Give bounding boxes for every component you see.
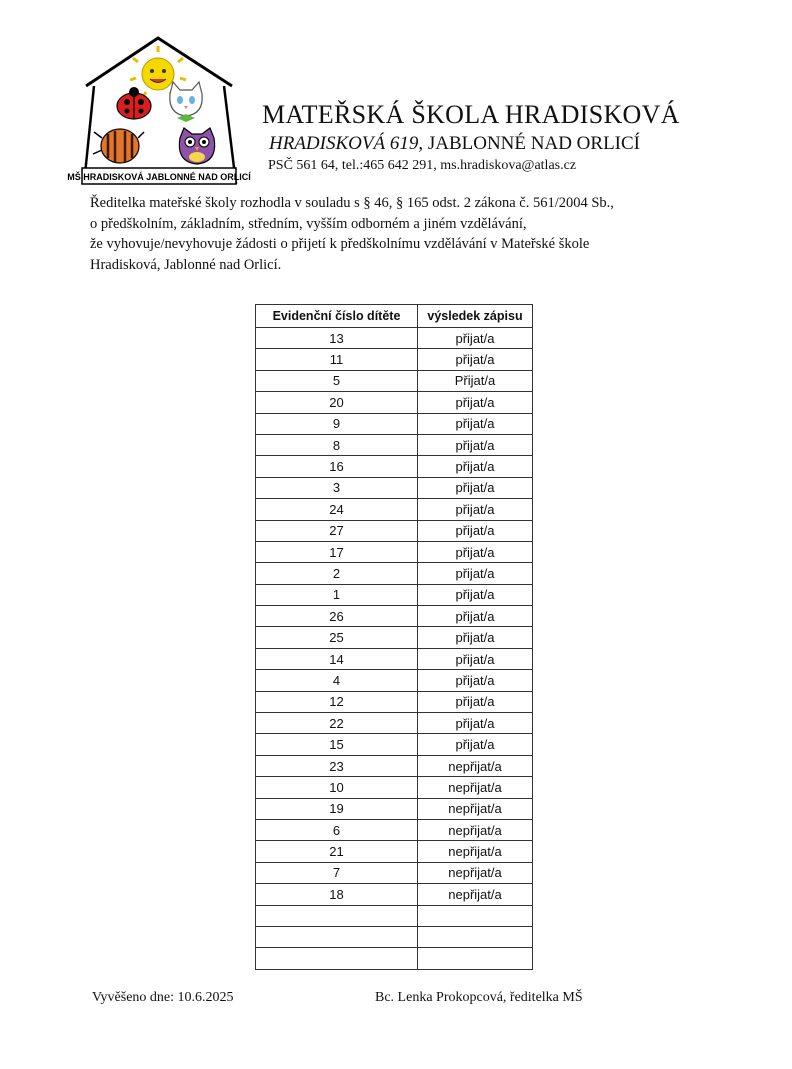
table-row — [256, 713, 533, 734]
child-number-cell — [256, 905, 418, 926]
decision-line: že vyhovuje/nevyhovuje žádosti o přijetí k předškolnímu vzdělávání v Mateřské škole — [90, 236, 590, 252]
child-number-cell: 5 — [256, 370, 418, 391]
table-row — [256, 819, 533, 840]
table-row — [256, 477, 533, 498]
table-row — [256, 541, 533, 562]
child-number-cell: 10 — [256, 777, 418, 798]
child-number-cell: 1 — [256, 584, 418, 605]
child-number-cell: 20 — [256, 392, 418, 413]
result-cell: přijat/a — [418, 670, 533, 691]
child-number-cell: 7 — [256, 862, 418, 883]
child-number-cell — [256, 926, 418, 947]
result-cell: nepřijat/a — [418, 819, 533, 840]
result-cell: nepřijat/a — [418, 841, 533, 862]
result-cell: přijat/a — [418, 456, 533, 477]
result-cell — [418, 905, 533, 926]
table-row — [256, 370, 533, 391]
table-row — [256, 456, 533, 477]
child-number-cell: 15 — [256, 734, 418, 755]
school-city: , JABLONNÉ NAD ORLICÍ — [418, 133, 640, 154]
child-number-cell — [256, 948, 418, 969]
child-number-cell: 18 — [256, 884, 418, 905]
child-number-cell: 6 — [256, 819, 418, 840]
table-row — [256, 691, 533, 712]
result-cell: přijat/a — [418, 584, 533, 605]
school-logo — [67, 34, 251, 186]
results-table — [255, 304, 533, 970]
table-row — [256, 755, 533, 776]
header-result: výsledek zápisu — [418, 305, 533, 328]
table-row — [256, 563, 533, 584]
child-number-cell: 11 — [256, 349, 418, 370]
result-cell: přijat/a — [418, 713, 533, 734]
decision-line: Hradisková, Jablonné nad Orlicí. — [90, 256, 282, 273]
child-number-cell: 12 — [256, 691, 418, 712]
school-address — [269, 133, 640, 155]
child-number-cell: 25 — [256, 627, 418, 648]
result-cell: přijat/a — [418, 606, 533, 627]
result-cell: přijat/a — [418, 627, 533, 648]
child-number-cell: 24 — [256, 499, 418, 520]
ladybug-icon — [117, 87, 151, 119]
table-row — [256, 499, 533, 520]
table-row — [256, 841, 533, 862]
table-row — [256, 948, 533, 969]
table-row — [256, 413, 533, 434]
result-cell: přijat/a — [418, 349, 533, 370]
result-cell: přijat/a — [418, 499, 533, 520]
result-cell — [418, 926, 533, 947]
logo-caption: MŠ HRADISKOVÁ JABLONNÉ NAD ORLICÍ — [67, 172, 251, 182]
child-number-cell: 17 — [256, 541, 418, 562]
child-number-cell: 14 — [256, 648, 418, 669]
child-number-cell: 22 — [256, 713, 418, 734]
result-cell: přijat/a — [418, 392, 533, 413]
result-cell: přijat/a — [418, 541, 533, 562]
child-number-cell: 19 — [256, 798, 418, 819]
table-row — [256, 349, 533, 370]
child-number-cell: 3 — [256, 477, 418, 498]
child-number-cell: 4 — [256, 670, 418, 691]
result-cell: přijat/a — [418, 648, 533, 669]
result-cell: přijat/a — [418, 434, 533, 455]
table-row — [256, 798, 533, 819]
signature: Bc. Lenka Prokopcová, ředitelka MŠ — [375, 990, 583, 1005]
table-row — [256, 648, 533, 669]
result-cell: přijat/a — [418, 691, 533, 712]
child-number-cell: 23 — [256, 755, 418, 776]
school-name: MATEŘSKÁ ŠKOLA HRADISKOVÁ — [262, 100, 680, 129]
table-row — [256, 905, 533, 926]
result-cell: nepřijat/a — [418, 798, 533, 819]
table-row — [256, 606, 533, 627]
table-row — [256, 627, 533, 648]
child-number-cell: 21 — [256, 841, 418, 862]
child-number-cell: 9 — [256, 413, 418, 434]
table-row — [256, 328, 533, 349]
result-cell: nepřijat/a — [418, 777, 533, 798]
cat-icon — [170, 82, 202, 122]
posted-date: Vyvěšeno dne: 10.6.2025 — [92, 990, 234, 1005]
result-cell: přijat/a — [418, 477, 533, 498]
table-header-row — [256, 305, 533, 328]
table-row — [256, 862, 533, 883]
result-cell: nepřijat/a — [418, 884, 533, 905]
table-row — [256, 520, 533, 541]
school-contact: PSČ 561 64, tel.:465 642 291, ms.hradiskova@atlas.cz — [268, 158, 577, 173]
table-row — [256, 734, 533, 755]
child-number-cell: 27 — [256, 520, 418, 541]
beetle-icon — [93, 129, 144, 163]
table-row — [256, 884, 533, 905]
result-cell: přijat/a — [418, 734, 533, 755]
result-cell: přijat/a — [418, 413, 533, 434]
school-street: HRADISKOVÁ 619 — [269, 133, 419, 154]
decision-line: Ředitelka mateřské školy rozhodla v souladu s § 46, § 165 odst. 2 zákona č. 561/2004 Sb., — [90, 195, 614, 211]
table-row — [256, 584, 533, 605]
child-number-cell: 8 — [256, 434, 418, 455]
decision-text — [90, 193, 690, 275]
header-child-number: Evidenční číslo dítěte — [256, 305, 418, 328]
result-cell: přijat/a — [418, 328, 533, 349]
owl-icon — [179, 128, 214, 164]
table-row — [256, 926, 533, 947]
table-row — [256, 777, 533, 798]
table-row — [256, 670, 533, 691]
result-cell — [418, 948, 533, 969]
result-cell: Přijat/a — [418, 370, 533, 391]
child-number-cell: 26 — [256, 606, 418, 627]
decision-line: o předškolním, základním, středním, vyšším odborném a jiném vzdělávání, — [90, 215, 527, 232]
result-cell: přijat/a — [418, 520, 533, 541]
child-number-cell: 16 — [256, 456, 418, 477]
child-number-cell: 13 — [256, 328, 418, 349]
child-number-cell: 2 — [256, 563, 418, 584]
result-cell: nepřijat/a — [418, 862, 533, 883]
result-cell: nepřijat/a — [418, 755, 533, 776]
table-row — [256, 434, 533, 455]
table-row — [256, 392, 533, 413]
result-cell: přijat/a — [418, 563, 533, 584]
